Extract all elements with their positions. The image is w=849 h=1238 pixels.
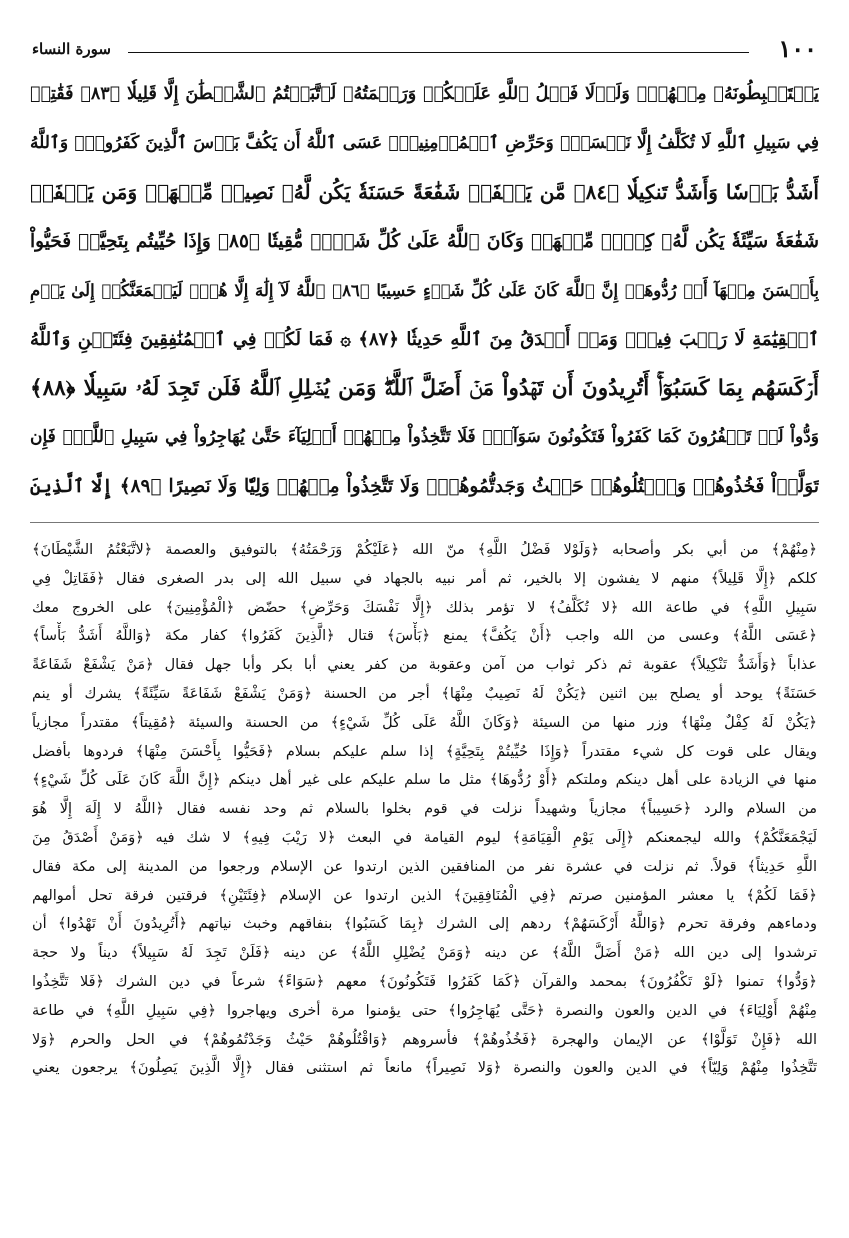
page-number: ١٠٠: [778, 34, 817, 63]
tafsir-line: عذاباً ﴿وَأَشَدُّ تَنْكِيلاً﴾ عقوبة ثم ذكر ثواب من آمن وعقوبة من كفر يعني أبا بكر وأبا جهل فقال ﴿مَنْ يَشْفَعْ شَفَاعَةً: [32, 657, 817, 674]
tafsir-line: منها في الزيادة على أهل دينكم وملتكم ﴿أَوْ رُدُّوهَا﴾ مثل ما سلم عليكم على غير أهل دينكم ﴿إِنَّ اللَّهَ كَانَ عَلَى كُلِّ شَيْءٍ﴾: [32, 772, 817, 789]
tafsir-line: ﴿وَدُّوا﴾ تمنوا ﴿لَوْ تَكْفُرُونَ﴾ بمحمد والقرآن ﴿كَمَا كَفَرُوا فَتَكُونُونَ﴾ معهم ﴿سَوَاءً﴾ شرعاً في دين الشرك ﴿فَلا تَتَّخِذُوا: [32, 973, 817, 990]
surah-name: سورة النساء: [32, 40, 111, 58]
tafsir-line: حَسَنَةً﴾ يوحد أو يصلح بين اثنين ﴿يَكُنْ لَهُ نَصِيبٌ مِنْهَا﴾ أجر من الحسنة ﴿وَمَنْ يَشْفَعْ شَفَاعَةً سَيِّئَةً﴾ يشرك أو ينم: [32, 685, 817, 702]
quran-line: شَفَٰعَةٗ سَيِّئَةٗ يَكُن لَّهُۥ كِفۡلٞ مِّنۡهَاۗ وَكَانَ ٱللَّهُ عَلَىٰ كُلِّ شَيۡءٖ مُّقِيتٗا ﴿٨٥﴾ وَإِذَا حُيِّيتُم بِتَحِيَّةٖ فَحَيُّواْ: [30, 231, 819, 252]
tafsir-line: اللَّهِ حَدِيثاً﴾ قولاً. ثم نزلت في عشرة نفر من المنافقين الذين ارتدوا عن الإسلام ورجعوا من المدينة إلى مكة فقال: [32, 858, 817, 875]
quran-line: بِأَحۡسَنَ مِنۡهَآ أَوۡ رُدُّوهَآۗ إِنَّ ٱللَّهَ كَانَ عَلَىٰ كُلِّ شَيۡءٍ حَسِيبًا ﴿٨٦﴾ ٱللَّهُ لَآ إِلَٰهَ إِلَّا هُوَۚ لَيَجۡمَعَنَّكُمۡ إِلَىٰ يَوۡمِ: [30, 281, 819, 300]
quran-line: يَسۡتَنۢبِطُونَهُۥ مِنۡهُمۡۗ وَلَوۡلَا فَضۡلُ ٱللَّهِ عَلَيۡكُمۡ وَرَحۡمَتُهُۥ لَٱتَّبَعۡتُمُ ٱلشَّيۡطَٰنَ إِلَّا قَلِيلٗا ﴿٨٣﴾ فَقَٰتِلۡ: [30, 84, 819, 104]
quran-line: فِي سَبِيلِ ٱللَّهِ لَا تُكَلَّفُ إِلَّا نَفۡسَكَۚ وَحَرِّضِ ٱلۡمُؤۡمِنِينَۖ عَسَى ٱللَّهُ أَن يَكُفَّ بَأۡسَ ٱلَّذِينَ كَفَرُواْۚ وَٱللَّهُ: [30, 133, 819, 153]
tafsir-line: ودماءهم وفرقة تحرم ﴿وَاللَّهُ أَرْكَسَهُمْ﴾ ردهم إلى الشرك ﴿بِمَا كَسَبُوا﴾ بنفاقهم وخبث نياتهم ﴿أَتُرِيدُونَ أَنْ تَهْدُوا﴾ أن: [32, 916, 817, 933]
tafsir-line: ترشدوا إلى دين الله ﴿مَنْ أَضَلَّ اللَّهُ﴾ عن دينه ﴿وَمَنْ يُضْلِلِ اللَّهُ﴾ عن دينه ﴿فَلَنْ تَجِدَ لَهُ سَبِيلاً﴾ ديناً ولا حجة: [32, 945, 817, 962]
tafsir-line: ﴿يَكُنْ لَهُ كِفْلٌ مِنْهَا﴾ وزر منها من السيئة ﴿وَكَانَ اللَّهُ عَلَى كُلِّ شَيْءٍ﴾ من الحسنة والسيئة ﴿مُقِيتاً﴾ مقتدراً مجازياً: [32, 714, 817, 731]
tafsir-line: ﴿فَمَا لَكُمْ﴾ يا معشر المؤمنين صرتم ﴿فِي الْمُنَافِقِينَ﴾ الذين ارتدوا عن الإسلام ﴿فِئَتَيْنِ﴾ فرقتين فرقة تحل أموالهم: [32, 887, 817, 904]
quran-line: وَدُّواْ لَوۡ تَكۡفُرُونَ كَمَا كَفَرُواْ فَتَكُونُونَ سَوَآءٗۖ فَلَا تَتَّخِذُواْ مِنۡهُمۡ أَوۡلِيَآءَ حَتَّىٰ يُهَاجِرُواْ فِي سَبِيلِ ٱللَّهِۚ فَإِن: [30, 427, 819, 447]
tafsir-line: كلكم ﴿إِلَّا قَلِيلاً﴾ منهم لا يفشون إلا بالخير، ثم أمر نبيه بالجهاد في سبيل الله إلى بدر الصغرى فقال ﴿فَقَاتِلْ فِي: [32, 570, 817, 587]
page-header: [28, 34, 821, 68]
quran-text-block: [30, 70, 819, 511]
section-separator: [30, 522, 819, 523]
tafsir-line: مِنْهُمْ أَوْلِيَاءَ﴾ في الدين والعون والنصرة ﴿حَتَّى يُهَاجِرُوا﴾ حتى يؤمنوا مرة أخرى ويهاجروا ﴿فِي سَبِيلِ اللَّهِ﴾ في طاعة: [32, 1002, 817, 1019]
tafsir-line: سَبِيلِ اللَّهِ﴾ في طاعة الله ﴿لا تُكَلَّفُ﴾ لا تؤمر بذلك ﴿إِلَّا نَفْسَكَ وَحَرِّضِ﴾ حضّض ﴿الْمُؤْمِنِينَ﴾ على الخروج معك: [32, 599, 817, 616]
tafsir-line: ﴿مِنْهُمْ﴾ من أبي بكر وأصحابه ﴿وَلَوْلا فَضْلُ اللَّهِ﴾ منّ الله ﴿عَلَيْكُمْ وَرَحْمَتُهُ﴾ بالتوفيق والعصمة ﴿لاتَّبَعْتُمُ الشَّيْطَانَ﴾: [32, 542, 817, 558]
tafsir-text-block: [32, 536, 817, 1083]
quran-line: أَرۡكَسَهُم بِمَا كَسَبُوٓاْۚ أَتُرِيدُونَ أَن تَهۡدُواْ مَنۡ أَضَلَّ ٱللَّهُۖ وَمَن يُضۡلِلِ ٱللَّهُ فَلَن تَجِدَ لَهُۥ سَبِيلٗا ﴿٨٨﴾: [30, 376, 819, 401]
tafsir-line: الله ﴿فَإِنْ تَوَلَّوْا﴾ عن الإيمان والهجرة ﴿فَخُذُوهُمْ﴾ فأسروهم ﴿وَاقْتُلُوهُمْ حَيْثُ وَجَدْتُمُوهُمْ﴾ في الحل والحرم ﴿وَلا: [32, 1031, 817, 1048]
quran-line: ٱلۡقِيَٰمَةِ لَا رَيۡبَ فِيهِۗ وَمَنۡ أَصۡدَقُ مِنَ ٱللَّهِ حَدِيثٗا ﴿٨٧﴾ ۞ فَمَا لَكُمۡ فِي ٱلۡمُنَٰفِقِينَ فِئَتَيۡنِ وَٱللَّهُ: [30, 329, 819, 350]
tafsir-line: من السلام والرد ﴿حَسِيباً﴾ مجازياً وشهيداً نزلت في قوم بخلوا بالسلام ثم وحد نفسه فقال ﴿اللَّهُ لا إِلَهَ إِلَّا هُوَ: [32, 801, 817, 818]
tafsir-line: تَتَّخِذُوا مِنْهُمْ وَلِيّاً﴾ في الدين والعون والنصرة ﴿وَلا نَصِيراً﴾ مانعاً ثم استثنى فقال ﴿إِلَّا الَّذِينَ يَصِلُونَ﴾ يرجعون يعني: [32, 1060, 817, 1077]
quran-line: تَوَلَّوۡاْ فَخُذُوهُمۡ وَٱقۡتُلُوهُمۡ حَيۡثُ وَجَدتُّمُوهُمۡۖ وَلَا تَتَّخِذُواْ مِنۡهُمۡ وَلِيّٗا وَلَا نَصِيرًا ﴿٨٩﴾ إِلَّا ٱلَّذِينَ: [30, 476, 819, 497]
tafsir-line: ﴿عَسَى اللَّهُ﴾ وعسى من الله واجب ﴿أَنْ يَكُفَّ﴾ يمنع ﴿بَأْسَ﴾ قتال ﴿الَّذِينَ كَفَرُوا﴾ كفار مكة ﴿وَاللَّهُ أَشَدُّ بَأْساً﴾: [32, 628, 817, 645]
header-rule: [128, 52, 749, 53]
tafsir-line: ويقال على قوت كل شيء مقتدراً ﴿وَإِذَا حُيِّيتُمْ بِتَحِيَّةٍ﴾ إذا سلم عليكم بسلام ﴿فَحَيُّوا بِأَحْسَنَ مِنْهَا﴾ فردوها بأفضل: [32, 743, 817, 760]
quran-line: أَشَدُّ بَأۡسٗا وَأَشَدُّ تَنكِيلٗا ﴿٨٤﴾ مَّن يَشۡفَعۡ شَفَٰعَةً حَسَنَةٗ يَكُن لَّهُۥ نَصِيبٞ مِّنۡهَاۖ وَمَن يَشۡفَعۡ: [30, 180, 819, 204]
tafsir-line: لَيَجْمَعَنَّكُمْ﴾ والله ليجمعنكم ﴿إِلَى يَوْمِ الْقِيَامَةِ﴾ ليوم القيامة في البعث ﴿لا رَيْبَ فِيهِ﴾ لا شك فيه ﴿وَمَنْ أَصْدَقُ مِنَ: [32, 829, 817, 846]
